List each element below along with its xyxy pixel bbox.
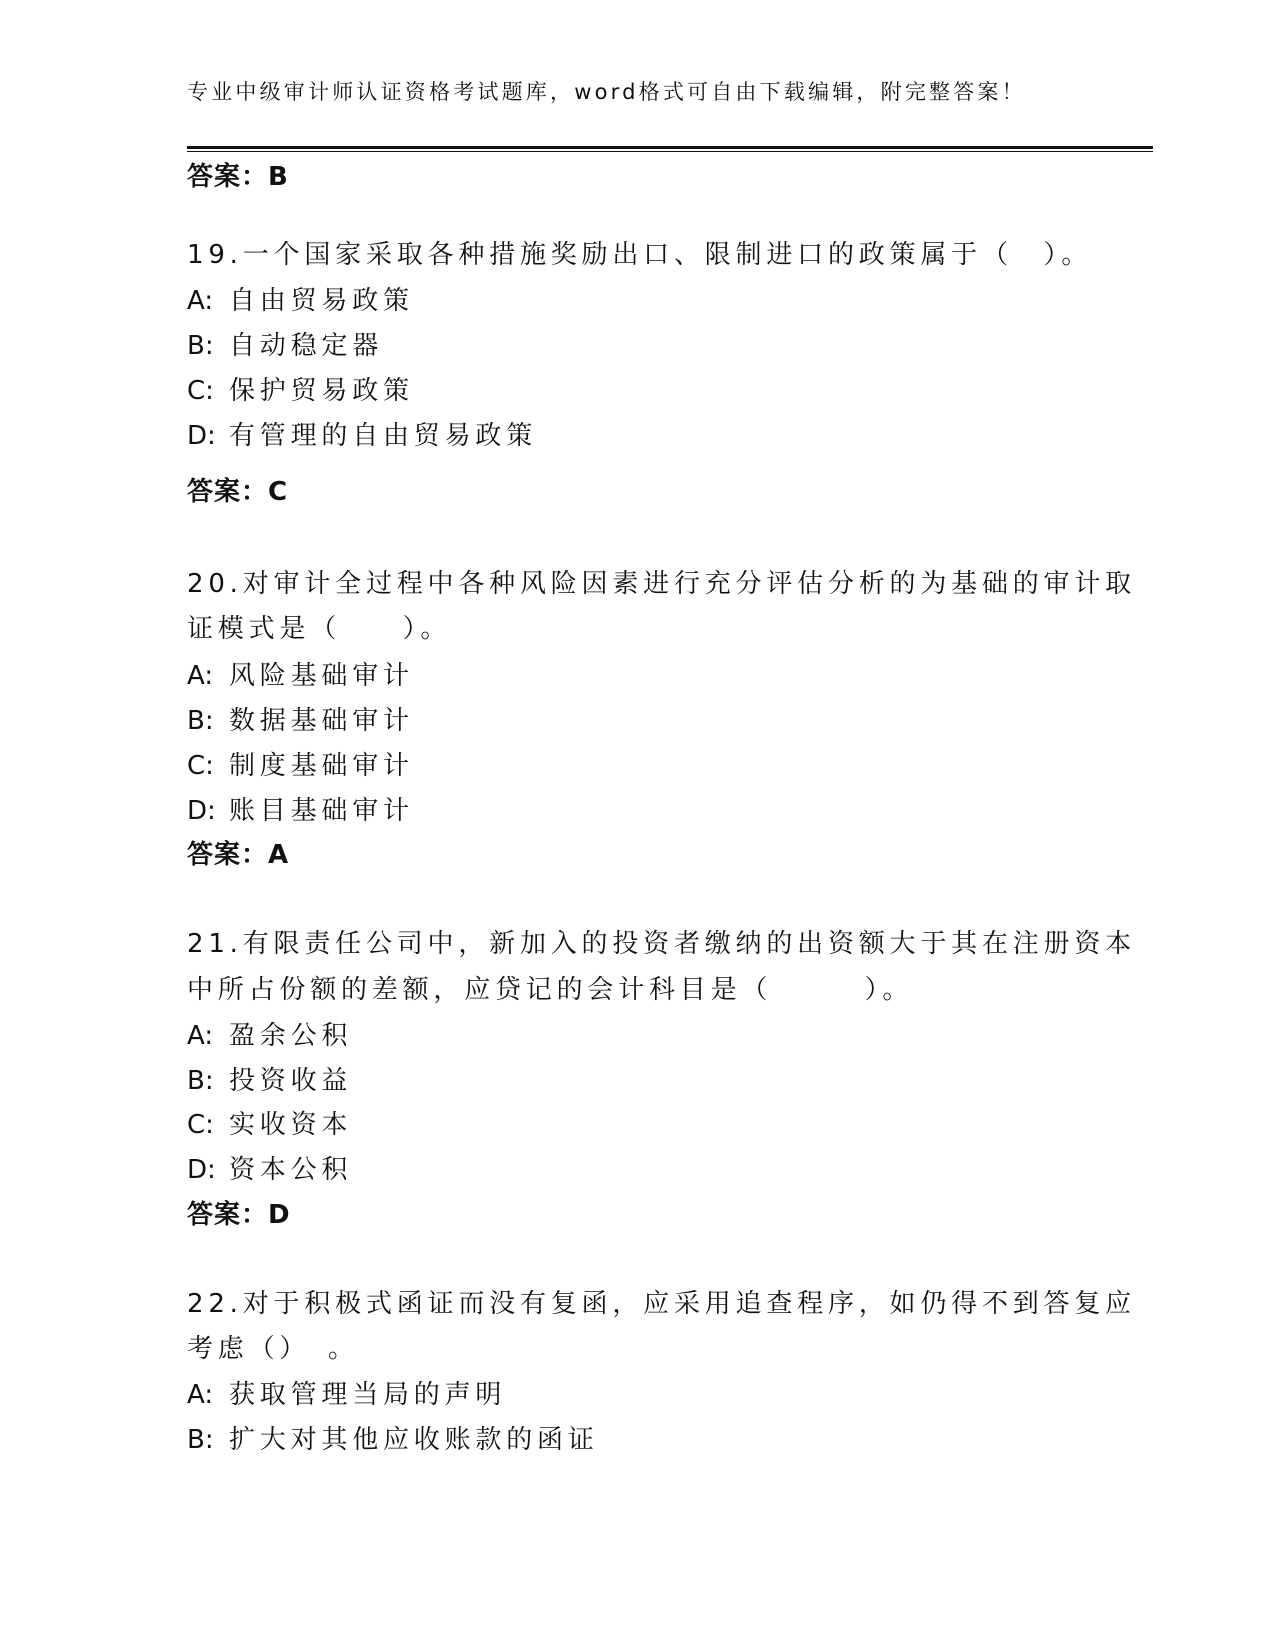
option-b [187,329,383,363]
question-stem-continued: 考虑（） 。 [187,1334,359,1364]
option-text: 有管理的自由贸易政策 [229,421,538,451]
answer-line: 答案：A [187,840,290,870]
option-letter: B: [187,331,214,361]
option-a [187,1378,506,1412]
option-c [187,749,414,783]
answer-line: 答案：D [187,1200,291,1230]
option-c [187,374,414,408]
option-letter: D: [187,421,216,451]
header-rule-thin [187,151,1153,152]
question-stem: 20.对审计全过程中各种风险因素进行充分评估分析的为基础的审计取 [187,569,1136,599]
option-letter: B: [187,1425,214,1455]
option-c [187,1108,352,1142]
option-letter: C: [187,1110,214,1140]
question-stem-continued: 证模式是（ ）。 [187,614,452,644]
option-text: 风险基础审计 [229,661,414,691]
header-text: 专业中级审计师认证资格考试题库，word格式可自由下载编辑，附完整答案！ [187,80,1026,104]
option-letter: B: [187,1066,214,1096]
option-letter: A: [187,286,214,316]
option-letter: C: [187,751,214,781]
option-letter: A: [187,1380,214,1410]
option-text: 制度基础审计 [229,751,414,781]
option-text: 扩大对其他应收账款的函证 [229,1425,599,1455]
option-letter: D: [187,796,216,826]
option-text: 数据基础审计 [229,706,414,736]
question-stem: 22.对于积极式函证而没有复函，应采用追查程序，如仍得不到答复应 [187,1289,1136,1319]
answer-line: 答案：C [187,477,289,507]
option-a [187,1019,352,1053]
option-text: 投资收益 [229,1066,353,1096]
option-text: 资本公积 [229,1155,353,1185]
question-stem: 21.有限责任公司中，新加入的投资者缴纳的出资额大于其在注册资本 [187,929,1136,959]
option-text: 获取管理当局的声明 [229,1380,507,1410]
option-text: 自由贸易政策 [229,286,414,316]
option-b [187,1064,352,1098]
option-d [187,419,537,453]
option-letter: A: [187,1021,214,1051]
option-a [187,284,414,318]
option-text: 实收资本 [229,1110,353,1140]
option-letter: D: [187,1155,216,1185]
option-letter: B: [187,706,214,736]
option-d [187,794,414,828]
answer-line: 答案：B [187,162,289,192]
option-b [187,1423,599,1457]
question-stem: 19.一个国家采取各种措施奖励出口、限制进口的政策属于（ ）。 [187,240,1093,270]
option-text: 自动稳定器 [229,331,384,361]
question-stem-continued: 中所占份额的差额，应贷记的会计科目是（ ）。 [187,975,914,1005]
option-text: 盈余公积 [229,1021,353,1051]
option-letter: C: [187,376,214,406]
header-rule-thick [187,146,1153,149]
option-letter: A: [187,661,214,691]
option-b [187,704,414,738]
option-text: 保护贸易政策 [229,376,414,406]
option-a [187,659,414,693]
option-text: 账目基础审计 [229,796,414,826]
option-d [187,1153,352,1187]
